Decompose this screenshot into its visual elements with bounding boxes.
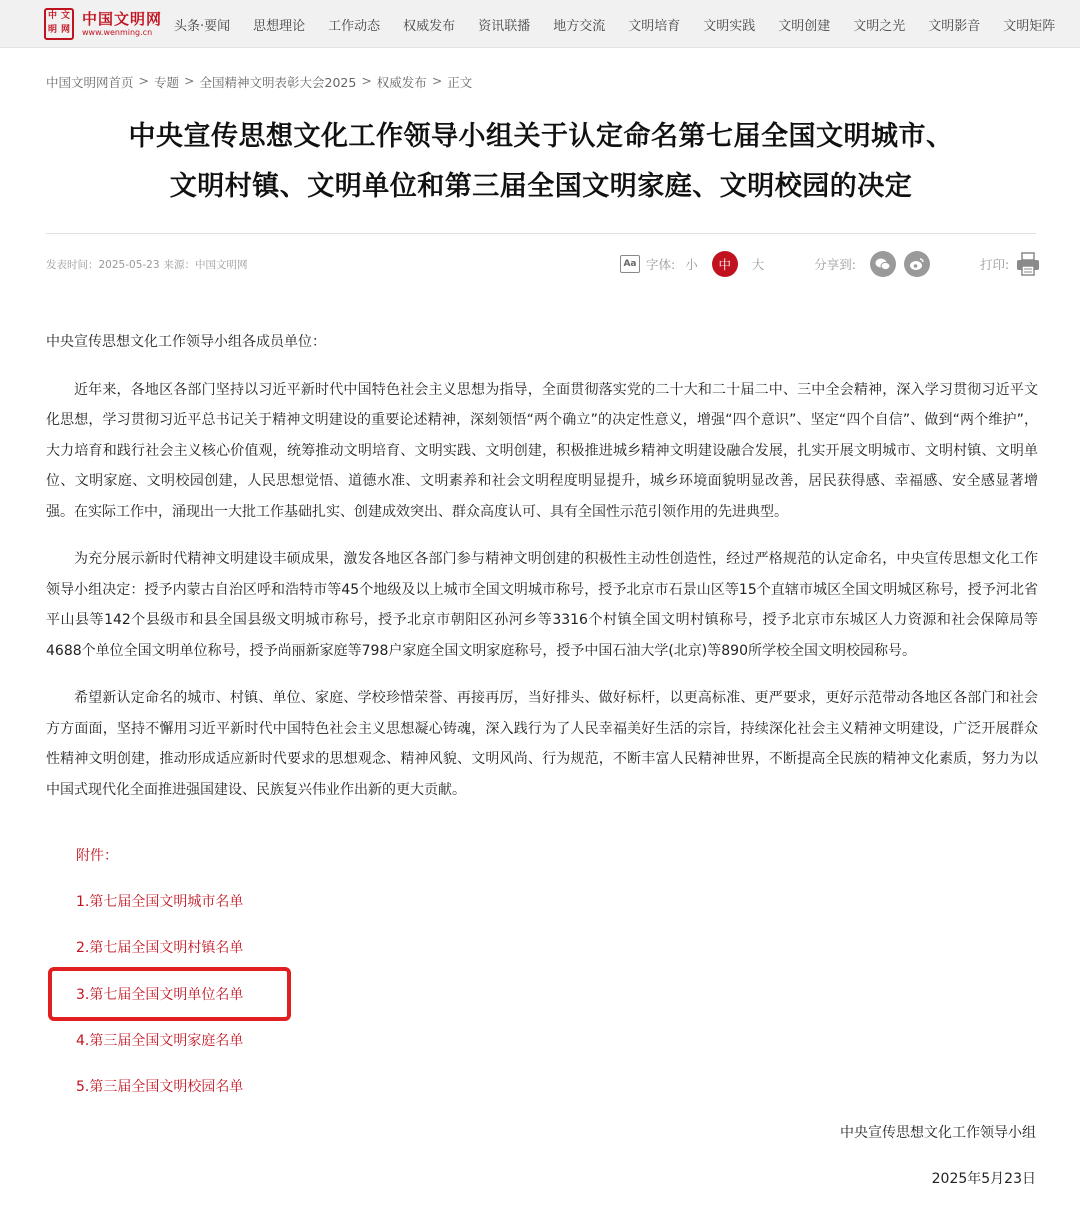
article-title-line-2: 文明村镇、文明单位和第三届全国文明家庭、文明校园的决定 <box>169 171 913 202</box>
nav-item-civility-creation[interactable]: 文明创建 <box>778 18 831 34</box>
breadcrumb-official-release[interactable]: 权威发布 <box>376 75 427 90</box>
nav-item-theory[interactable]: 思想理论 <box>253 18 306 34</box>
font-size-large-button[interactable]: 大 <box>751 257 765 272</box>
salutation: 中央宣传思想文化工作领导小组各成员单位： <box>46 334 326 350</box>
breadcrumb-conference[interactable]: 全国精神文明表彰大会2025 <box>199 75 357 90</box>
title-divider <box>46 233 1036 234</box>
attachment-link-villages[interactable]: 2.第七届全国文明村镇名单 <box>76 940 244 956</box>
breadcrumb <box>46 73 472 91</box>
attachment-link-families[interactable]: 4.第三届全国文明家庭名单 <box>76 1033 244 1049</box>
logo-seal-char: 明 <box>47 25 57 35</box>
body-paragraph: 希望新认定命名的城市、村镇、单位、家庭、学校珍惜荣誉、再接再厉，当好排头、做好标杆，以更高标准、更严要求，更好示范带动各地区各部门和社会方方面面，坚持不懈用习近平新时代中国特色社会主义思想凝心铸魂，深入践行为了人民幸福美好生活的宗旨，持续深化社会主义精神文明建设，广泛开展群众性精神文明创建，推动形成适应新时代要求的思想观念、精神风貌、文明风尚、行为规范，不断丰富人民精神世界，不断提高全民族的精神文化素质，努力为以中国式现代化全面推进强国建设、民族复兴伟业作出新的更大贡献。 <box>46 690 1038 798</box>
logo-seal-icon <box>44 8 74 40</box>
signature-org: 中央宣传思想文化工作领导小组 <box>840 1125 1036 1141</box>
nav-item-civility-cultivation[interactable]: 文明培育 <box>628 18 681 34</box>
weibo-share-icon[interactable] <box>904 251 930 277</box>
signature-date: 2025年5月23日 <box>931 1171 1036 1187</box>
article-body <box>46 323 1038 822</box>
nav-item-civility-light[interactable]: 文明之光 <box>853 18 906 34</box>
font-size-icon: Aa <box>620 255 640 273</box>
article-source: 来源：中国文明网 <box>163 259 248 271</box>
share-label: 分享到: <box>814 257 856 272</box>
attachment-link-cities[interactable]: 1.第七届全国文明城市名单 <box>76 894 244 910</box>
breadcrumb-separator: > <box>431 73 443 88</box>
main-nav <box>174 0 1078 48</box>
body-paragraph: 为充分展示新时代精神文明建设丰硕成果，激发各地区各部门参与精神文明创建的积极性主动性创造性，经过严格规范的认定命名，中央宣传思想文化工作领导小组决定：授予内蒙古自治区呼和浩特市等45个地级及以上城市全国文明城市称号，授予北京市石景山区等15个直辖市城区全国文明城区称号，授予河北省平山县等142个县级市和县全国县级文明城市称号，授予北京市朝阳区孙河乡等3316个村镇全国文明村镇称号，授予北京市东城区人力资源和社会保障局等4688个单位全国文明单位称号，授予尚丽新家庭等798户家庭全国文明家庭称号，授予中国石油大学(北京)等890所学校全国文明校园称号。 <box>46 551 1038 659</box>
font-size-small-button[interactable]: 小 <box>685 257 698 272</box>
highlight-annotation-box <box>48 967 291 1021</box>
top-nav-bar <box>0 0 1080 48</box>
logo-name: 中国文明网 <box>82 10 163 28</box>
printer-icon[interactable] <box>1015 251 1041 277</box>
logo-seal-char: 网 <box>60 25 70 35</box>
site-logo[interactable] <box>44 8 164 40</box>
logo-seal-char: 中 <box>47 11 57 21</box>
breadcrumb-topic[interactable]: 专题 <box>154 75 180 90</box>
wechat-share-icon[interactable] <box>870 251 896 277</box>
nav-item-news-broadcast[interactable]: 资讯联播 <box>478 18 531 34</box>
attachment-link-campuses[interactable]: 5.第三届全国文明校园名单 <box>76 1079 244 1095</box>
breadcrumb-home[interactable]: 中国文明网首页 <box>46 75 134 90</box>
nav-item-civility-matrix[interactable]: 文明矩阵 <box>1003 18 1056 34</box>
nav-item-work-news[interactable]: 工作动态 <box>328 18 381 34</box>
font-size-medium-button[interactable]: 中 <box>712 251 738 277</box>
body-paragraph: 近年来，各地区各部门坚持以习近平新时代中国特色社会主义思想为指导，全面贯彻落实党的二十大和二十届二中、三中全会精神，深入学习贯彻习近平文化思想，学习贯彻习近平总书记关于精神文明建设的重要论述精神，深刻领悟“两个确立”的决定性意义，增强“四个意识”、坚定“四个自信”、做到“两个维护”，大力培育和践行社会主义核心价值观，统筹推动文明培育、文明实践、文明创建，积极推进城乡精神文明建设融合发展，扎实开展文明城市、文明村镇、文明单位、文明家庭、文明校园创建，人民思想觉悟、道德水准、文明素养和社会文明程度明显提升，城乡环境面貌明显改善，居民获得感、幸福感、安全感显著增强。在实际工作中，涌现出一大批工作基础扎实、创建成效突出、群众高度认可、具有全国性示范引领作用的先进典型。 <box>46 381 1038 520</box>
article-title-line-1: 中央宣传思想文化工作领导小组关于认定命名第七届全国文明城市、 <box>128 121 954 152</box>
article-meta <box>46 257 248 272</box>
nav-item-headlines[interactable]: 头条·要闻 <box>174 18 231 34</box>
nav-item-official-release[interactable]: 权威发布 <box>403 18 456 34</box>
breadcrumb-current: 正文 <box>447 75 473 90</box>
breadcrumb-separator: > <box>184 73 195 88</box>
nav-item-civility-media[interactable]: 文明影音 <box>928 18 981 34</box>
publish-time: 发表时间：2025-05-23 <box>46 259 160 271</box>
breadcrumb-separator: > <box>138 73 149 88</box>
logo-seal-char: 文 <box>60 11 70 21</box>
attachment-link-units[interactable]: 3.第七届全国文明单位名单 <box>76 987 244 1003</box>
nav-item-local-exchange[interactable]: 地方交流 <box>553 18 606 34</box>
article-title <box>46 112 1036 212</box>
breadcrumb-separator: > <box>361 73 372 88</box>
logo-url: www.wenming.cn <box>82 28 153 37</box>
article-toolbar <box>620 248 1041 280</box>
font-size-label: 字体: <box>646 257 676 272</box>
nav-item-civility-practice[interactable]: 文明实践 <box>703 18 756 34</box>
print-label: 打印: <box>979 257 1010 272</box>
attachments-label: 附件： <box>76 848 118 864</box>
